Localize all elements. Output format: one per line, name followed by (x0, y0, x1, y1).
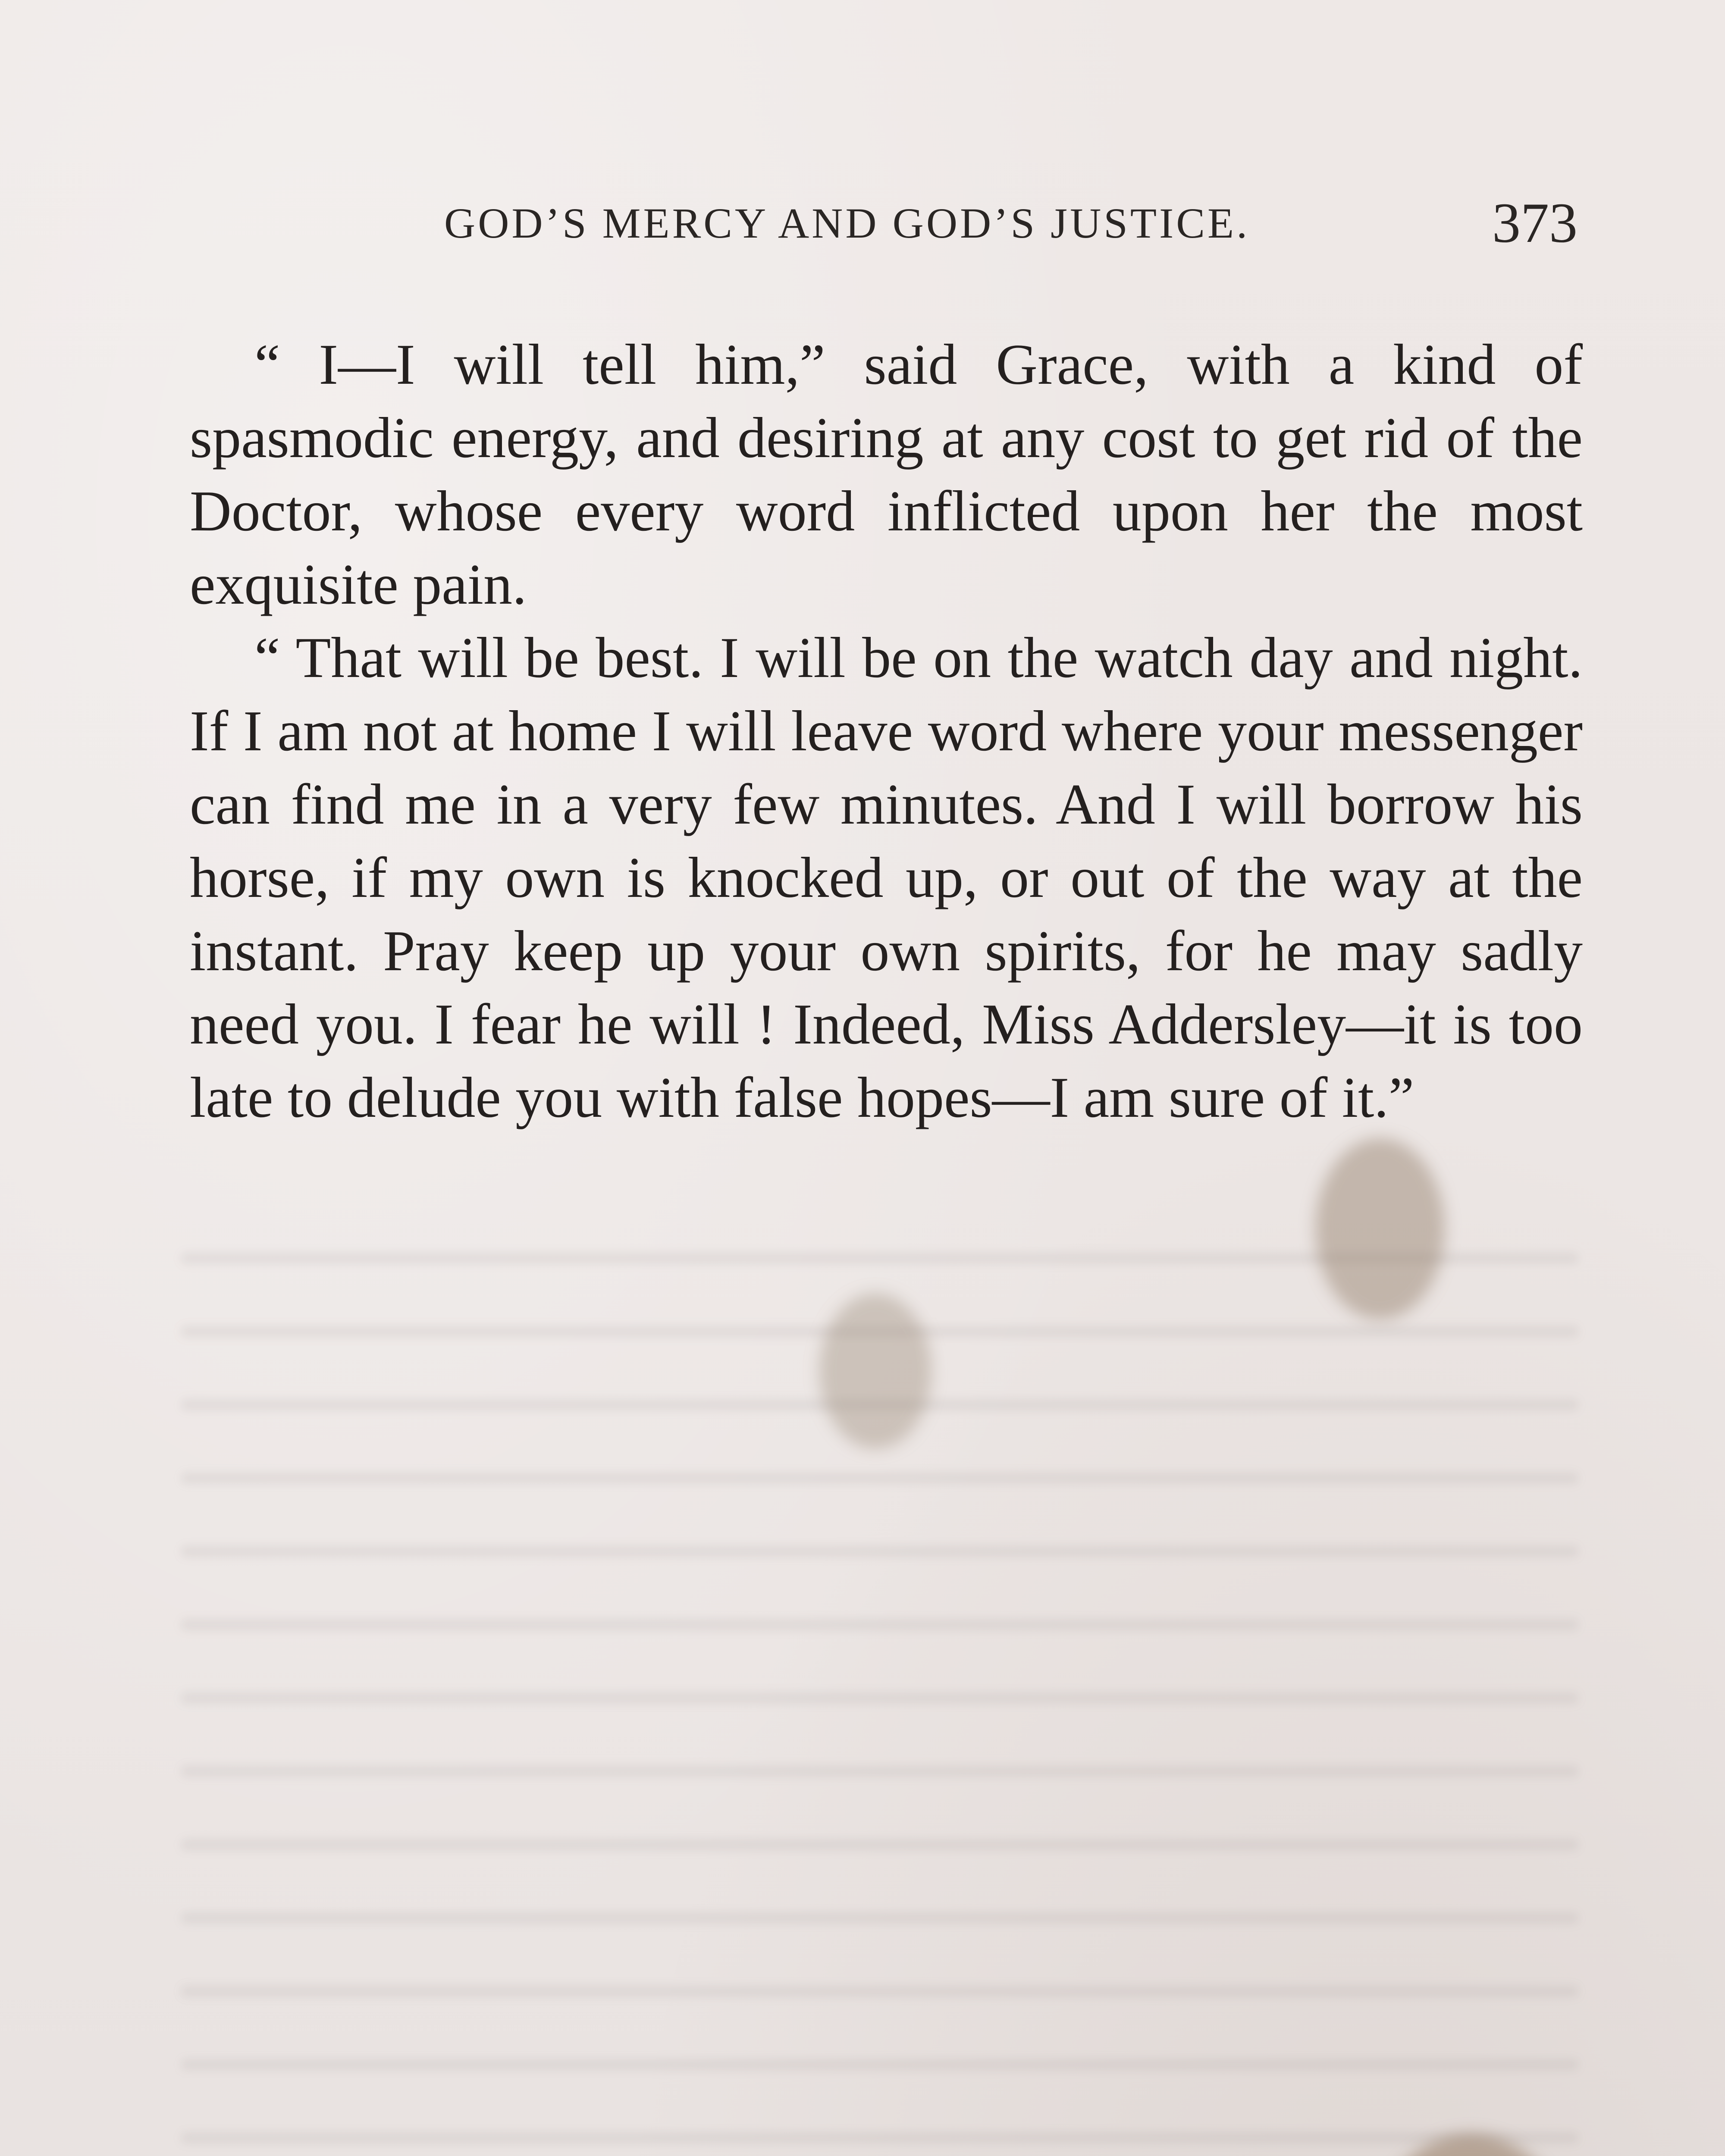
bleed-through-line (181, 1692, 1578, 1704)
running-title: GOD’S MERCY AND GOD’S JUSTICE. (444, 199, 1250, 247)
bleed-through-line (181, 1766, 1578, 1777)
bleed-through-line (181, 1839, 1578, 1850)
bleed-through-line (181, 1619, 1578, 1630)
running-head (0, 190, 1725, 254)
bleed-through-line (181, 1986, 1578, 1997)
bleed-through-line (181, 2059, 1578, 2070)
paper-stain (1315, 1138, 1445, 1319)
bleed-through-line (181, 1546, 1578, 1557)
body-text (190, 328, 1583, 1134)
paragraph: “ I—I will tell him,” said Grace, with a kind of spasmodic energy, and desiring at any cost to get rid of the Doctor, whose every word inflicted upon her the most exquisite pain. (190, 332, 1583, 616)
bleed-through-line (181, 2132, 1578, 2143)
bleed-through-line (181, 1473, 1578, 1484)
paragraph: “ That will be best. I will be on the watch day and night. If I am not at home I will leave word where your messenger can find me in a very few minutes. And I will borrow his horse, if my own is knocked up, or out of the way at the instant. Pray keep up your own spirits, for he may sadly need you. I fear he will ! Indeed, Miss Addersley—it is too late to delude you with false hopes—I am sure of it.” (190, 626, 1583, 1129)
paper-stain (819, 1294, 932, 1449)
bleed-through-line (181, 1912, 1578, 1924)
page-number: 373 (1492, 191, 1578, 254)
